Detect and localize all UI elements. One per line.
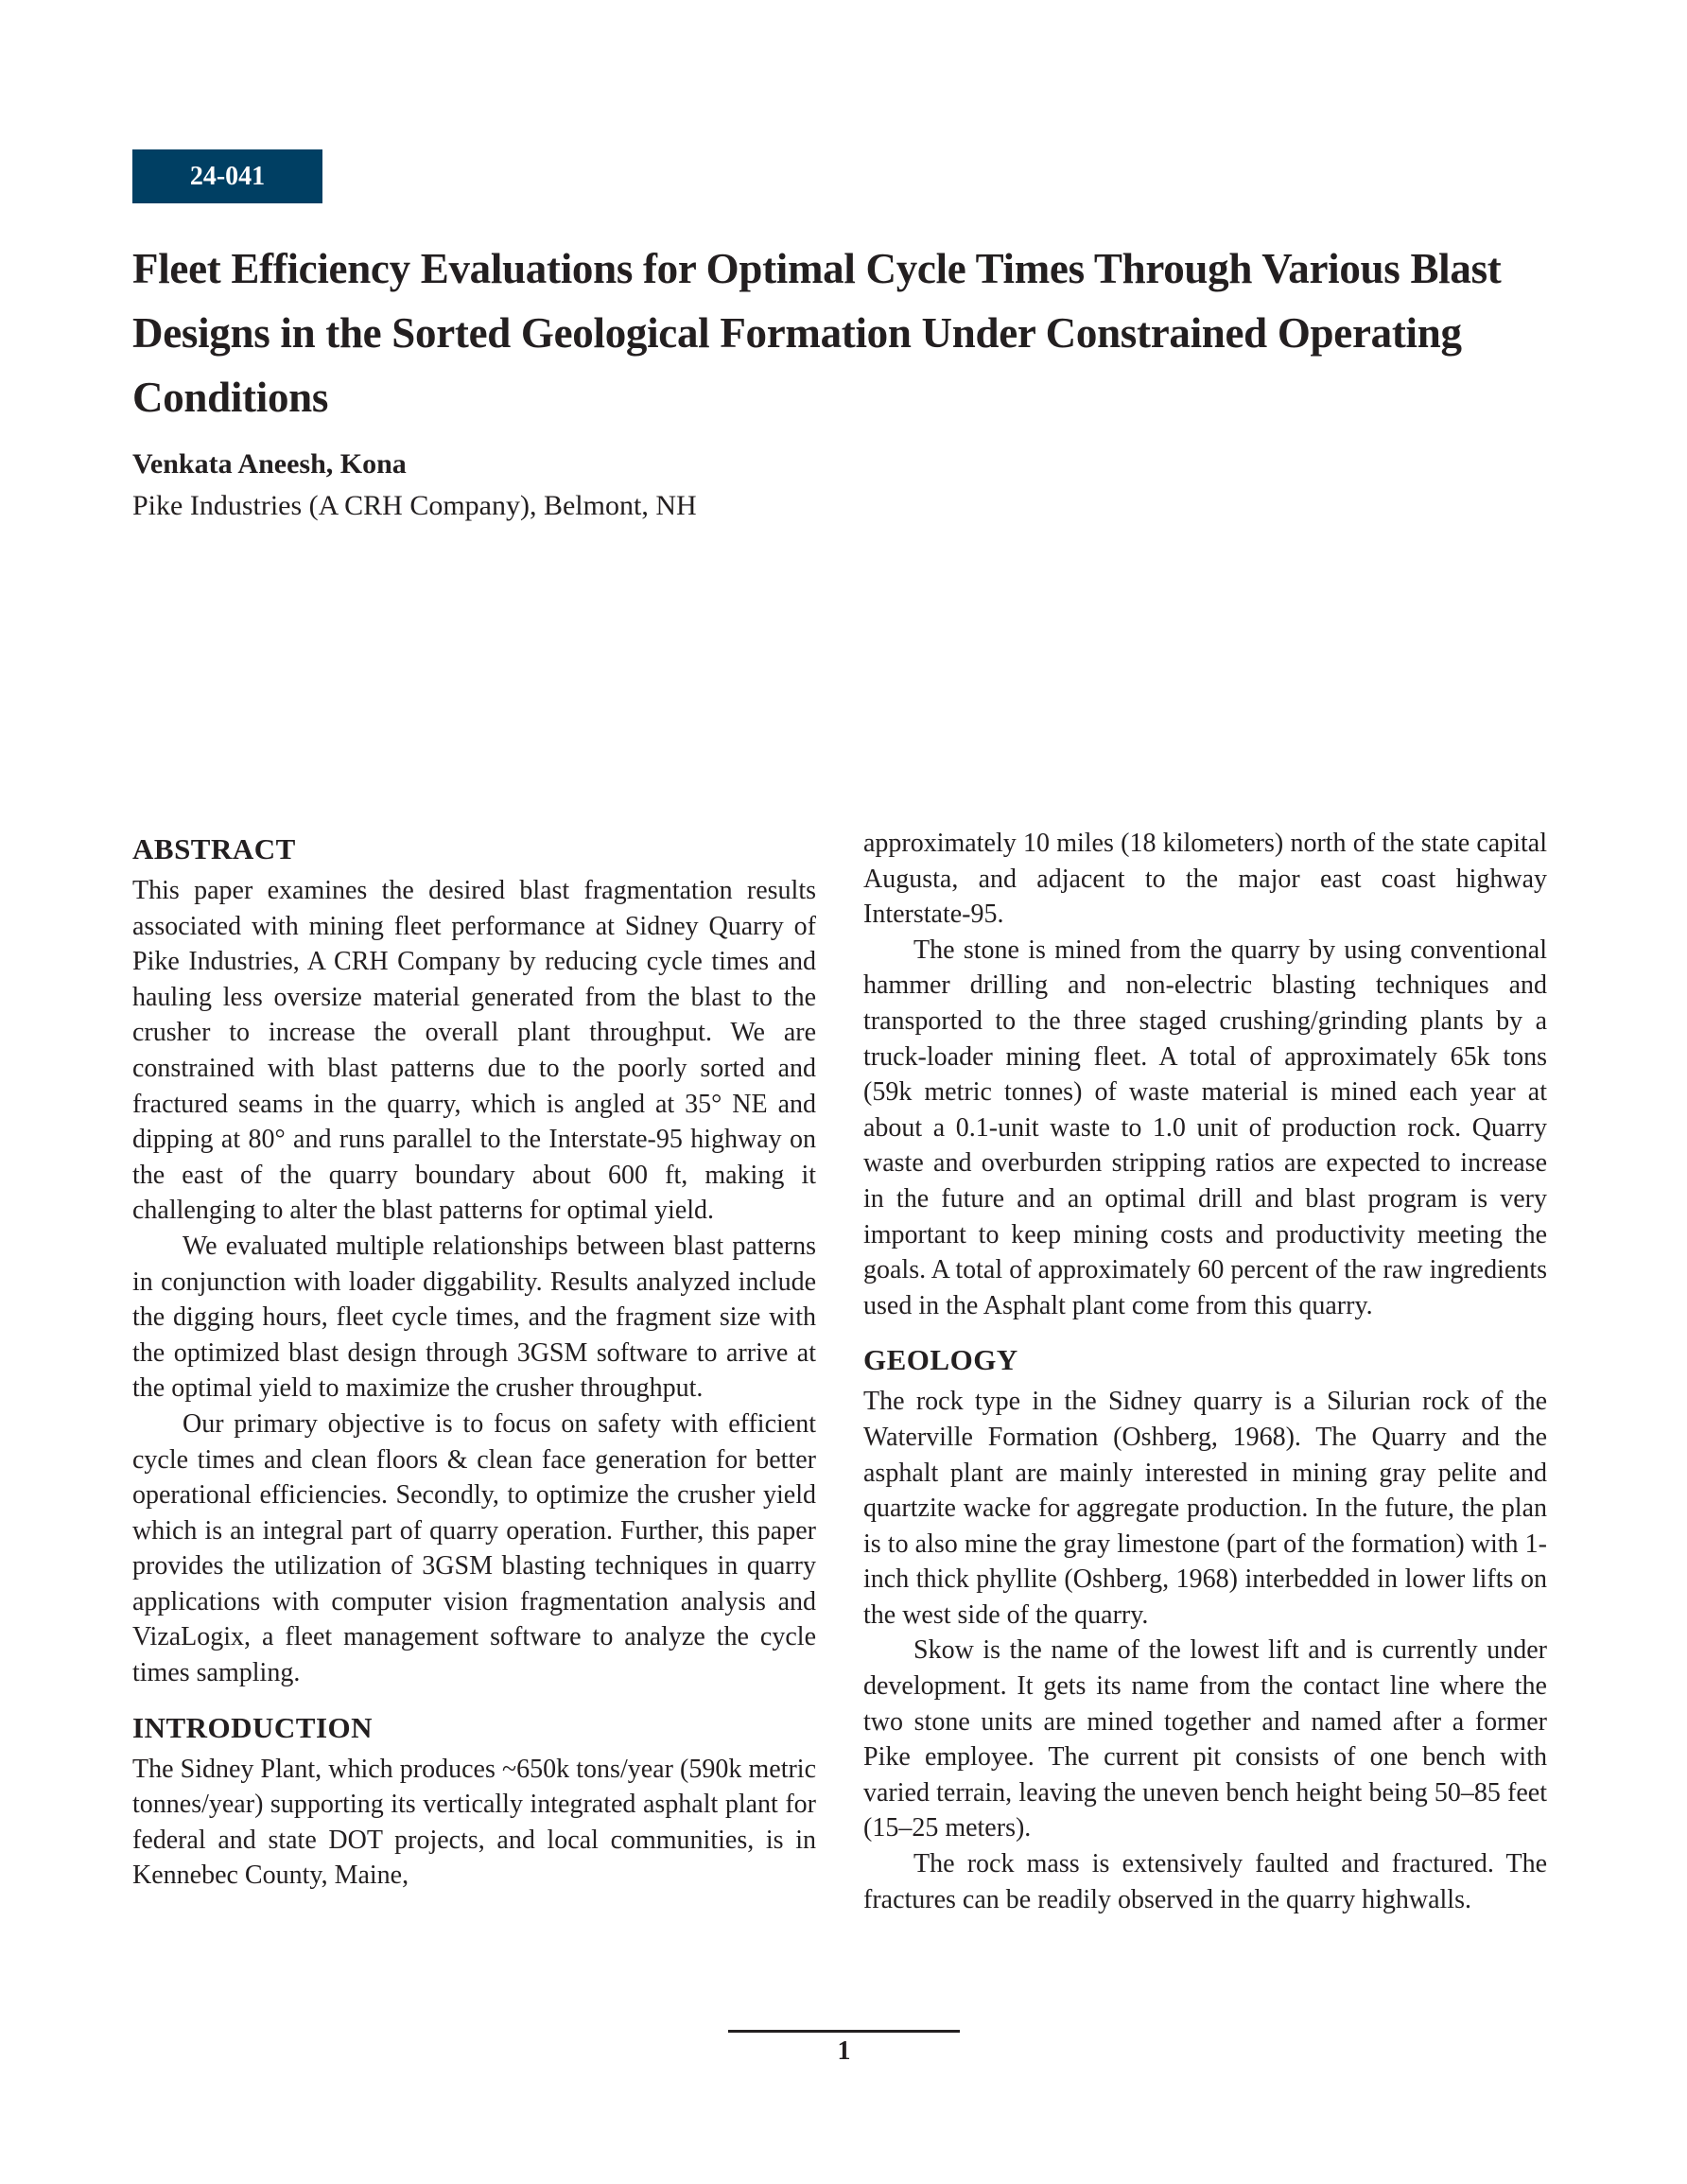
right-column (863, 826, 1547, 1917)
abstract-paragraph: Our primary objective is to focus on safety with efficient cycle times and clean floors & clean face generation for better operational efficiencies. Secondly, to optimize the crusher yield which is an integral part of quarry operation. Further, this paper provides the utilization of 3GSM blasting techniques in quarry applications with computer vision fragmentation analysis and VizaLogix, a fleet management software to analyze the cycle times sampling. (132, 1408, 816, 1688)
paper-title: Fleet Efficiency Evaluations for Optimal Cycle Times Through Various Blast Designs in the Sorted Geological Formation Under Constrained Operating Conditions (132, 245, 1502, 421)
left-column (132, 826, 816, 1894)
abstract-heading: ABSTRACT (132, 832, 296, 865)
paper-id: 24-041 (189, 161, 266, 191)
geology-paragraph: The rock mass is extensively faulted and fractured. The fractures can be readily observed in the quarry highwalls. (863, 1849, 1547, 1914)
geology-paragraph: The rock type in the Sidney quarry is a Silurian rock of the Waterville Formation (Oshberg, 1968). The Quarry and the asphalt plant are mainly interested in mining gray pelite and quartzite wacke for aggregate production. In the future, the plan is to also mine the gray limestone (part of the formation) with 1-inch thick phyllite (Oshberg, 1968) interbedded in lower lifts on the west side of the quarry. (863, 1387, 1547, 1630)
paper-id-badge (132, 149, 322, 203)
geology-paragraph: Skow is the name of the lowest lift and is currently under development. It gets its name from the contact line where the two stone units are mined together and named after a former Pike employee. The current pit consists of one bench with varied terrain, leaving the uneven bench height being 50–85 feet (15–25 meters). (863, 1635, 1547, 1843)
page-number: 1 (837, 2036, 851, 2066)
geology-heading: GEOLOGY (863, 1343, 1018, 1377)
introduction-continued-section (863, 826, 1547, 1323)
introduction-paragraph: The Sidney Plant, which produces ~650k tons/year (590k metric tonnes/year) supporting its vertically integrated asphalt plant for federal and state DOT projects, and local communities, is in Kennebec County, Maine, (132, 1754, 816, 1891)
author-name: Venkata Aneesh, Kona (132, 448, 407, 480)
abstract-paragraph: We evaluated multiple relationships between blast patterns in conjunction with loader diggability. Results analyzed include the digging hours, fleet cycle times, and the fragment size with the optimized blast design through 3GSM software to arrive at the optimal yield to maximize the crusher throughput. (132, 1231, 816, 1404)
abstract-paragraph: This paper examines the desired blast fragmentation results associated with mining fleet performance at Sidney Quarry of Pike Industries, A CRH Company by reducing cycle times and hauling less oversize material generated from the blast to the crusher to increase the overall plant throughput. We are constrained with blast patterns due to the poorly sorted and fractured seams in the quarry, which is angled at 35° NE and dipping at 80° and runs parallel to the Interstate-95 highway on the east of the quarry boundary about 600 ft, making it challenging to alter the blast patterns for optimal yield. (132, 876, 816, 1226)
introduction-heading: INTRODUCTION (132, 1710, 374, 1744)
introduction-paragraph: approximately 10 miles (18 kilometers) north of the state capital Augusta, and adjacent to the major east coast highway Interstate-95. (863, 829, 1547, 930)
introduction-section (132, 1704, 816, 1894)
introduction-paragraph: The stone is mined from the quarry by using conventional hammer drilling and non-electric blasting techniques and transported to the three staged crushing/grinding plants by a truck-loader mining fleet. A total of approximately 65k tons (59k metric tonnes) of waste material is mined each year at about a 0.1-unit waste to 1.0 unit of production rock. Quarry waste and overburden stripping ratios are expected to increase in the future and an optimal drill and blast program is very important to keep mining costs and productivity meeting the goals. A total of approximately 60 percent of the raw ingredients used in the Asphalt plant come from this quarry. (863, 935, 1547, 1320)
geology-section (863, 1337, 1547, 1917)
footer-rule (728, 2030, 960, 2033)
abstract-section (132, 826, 816, 1691)
author-affiliation: Pike Industries (A CRH Company), Belmont, NH (132, 490, 697, 521)
